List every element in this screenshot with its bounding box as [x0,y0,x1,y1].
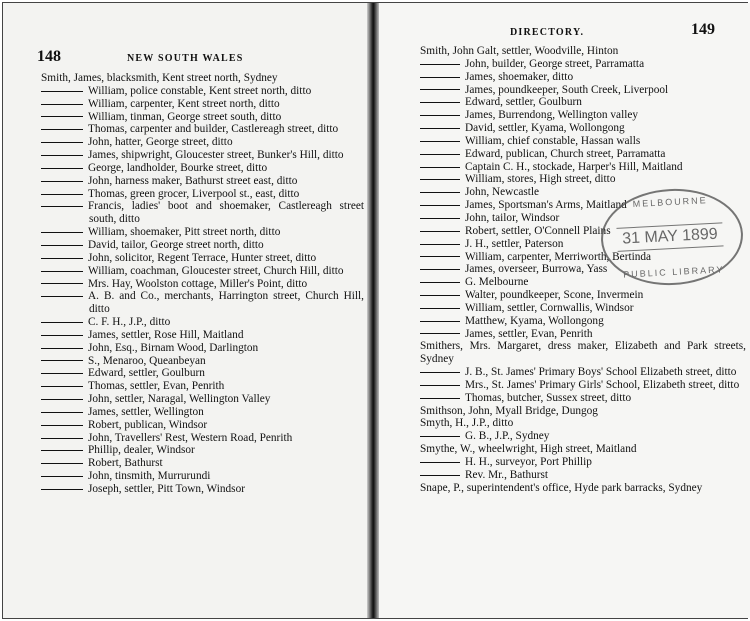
entry-text: Smythe, W., wheelwright, High street, Maitland [420,443,637,456]
directory-entry [41,123,364,136]
ditto-dash [420,269,460,270]
directory-entry [420,456,746,469]
entry-text: Robert, Bathurst [88,457,163,470]
ditto-dash [41,322,83,323]
ditto-dash [41,360,83,361]
ditto-dash [420,167,460,168]
entry-text: Francis, ladies' boot and shoemaker, Castlereagh street south, ditto [88,200,364,226]
ditto-dash [41,463,83,464]
entry-text: Snape, P., superintendent's office, Hyde park barracks, Sydney [420,481,703,494]
right-page-number: 149 [691,21,715,38]
ditto-dash [41,386,83,387]
directory-entry [41,188,364,201]
entry-text: Smithers, Mrs. Margaret, dress maker, Elizabeth and Park streets, Sydney [420,340,746,366]
ditto-dash [420,218,460,219]
ditto-dash [420,436,460,437]
entry-text: G. B., J.P., Sydney [465,430,550,443]
ditto-dash [41,181,83,182]
ditto-dash [41,373,83,374]
left-entry-list [41,72,364,496]
ditto-dash [420,205,460,206]
directory-entry [420,405,746,418]
left-running-head: NEW SOUTH WALES [127,53,244,64]
entry-text: David, tailor, George street north, ditto [88,238,264,251]
entry-text: Thomas, green grocer, Liverpool st., east, ditto [88,187,300,200]
ditto-dash [420,154,460,155]
entry-text: James, Sportsman's Arms, Maitland [465,199,627,212]
directory-entry [41,239,364,252]
stamp-bottom-text: PUBLIC LIBRARY [622,264,725,280]
entry-text: Matthew, Kyama, Wollongong [465,314,604,327]
ditto-dash [420,141,460,142]
ditto-dash [41,296,83,297]
entry-text: James, shipwright, Gloucester street, Bunker's Hill, ditto [88,149,344,162]
directory-entry [420,71,746,84]
ditto-dash [420,295,460,296]
entry-text: John, tailor, Windsor [465,211,560,224]
ditto-dash [41,412,83,413]
directory-entry [41,175,364,188]
entry-text: John, settler, Naragal, Wellington Valley [88,393,271,406]
ditto-dash [41,476,83,477]
directory-entry [41,200,364,226]
directory-entry [420,379,746,392]
directory-entry [41,265,364,278]
ditto-dash [420,256,460,257]
ditto-dash [41,399,83,400]
right-page [379,3,750,618]
entry-text: William, carpenter, Kent street north, ditto [88,97,280,110]
entry-text: James, poundkeeper, South Creek, Liverpool [465,83,669,96]
stamp-top-text: MELBOURNE [632,195,708,210]
ditto-dash [41,271,83,272]
entry-text: J. B., St. James' Primary Boys' School Elizabeth street, ditto [465,366,737,379]
directory-entry [420,173,746,186]
entry-text: David, settler, Kyama, Wollongong [465,122,625,135]
directory-entry [41,278,364,291]
directory-entry [420,148,746,161]
entry-text: C. F. H., J.P., ditto [88,316,171,329]
ditto-dash [420,385,460,386]
ditto-dash [420,115,460,116]
entry-text: John, tinsmith, Murrurundi [88,470,211,483]
ditto-dash [420,398,460,399]
entry-text: Smyth, H., J.P., ditto [420,417,514,430]
entry-text: William, chief constable, Hassan walls [465,134,641,147]
entry-text: John, solicitor, Regent Terrace, Hunter street, ditto [88,251,317,264]
directory-entry [41,419,364,432]
ditto-dash [41,129,83,130]
ditto-dash [41,194,83,195]
directory-entry [420,482,746,495]
directory-entry [41,470,364,483]
directory-entry [41,316,364,329]
entry-text: Edward, publican, Church street, Parramatta [465,147,666,160]
entry-text: William, carpenter, Merriworth, Bertinda [465,250,652,263]
ditto-dash [41,232,83,233]
entry-text: Thomas, carpenter and builder, Castlereagh street, ditto [88,123,339,136]
ditto-dash [420,333,460,334]
ditto-dash [420,475,460,476]
entry-text: William, tinman, George street south, ditto [88,110,282,123]
directory-entry [420,84,746,97]
entry-text: John, builder, George street, Parramatta [465,57,645,70]
directory-entry [420,58,746,71]
ditto-dash [41,450,83,451]
directory-entry [41,111,364,124]
entry-text: Thomas, butcher, Sussex street, ditto [465,391,632,404]
directory-entry [420,366,746,379]
entry-text: George, landholder, Bourke street, ditto [88,161,268,174]
directory-entry [420,135,746,148]
entry-text: James, overseer, Burrowa, Yass [465,263,608,276]
entry-text: Robert, publican, Windsor [88,418,208,431]
ditto-dash [420,308,460,309]
entry-text: John, Esq., Birnam Wood, Darlington [88,341,259,354]
directory-entry [420,315,746,328]
entry-text: William, police constable, Kent street north, ditto [88,84,312,97]
ditto-dash [41,438,83,439]
directory-entry [420,122,746,135]
directory-entry [41,355,364,368]
entry-text: Smith, John Galt, settler, Woodville, Hinton [420,45,619,57]
entry-text: Smith, James, blacksmith, Kent street north, Sydney [41,72,278,84]
ditto-dash [41,155,83,156]
entry-text: John, hatter, George street, ditto [88,136,233,149]
entry-text: James, shoemaker, ditto [465,70,574,83]
entry-text: James, settler, Wellington [88,405,204,418]
directory-entry [420,289,746,302]
ditto-dash [41,489,83,490]
directory-entry [420,469,746,482]
entry-text: John, harness maker, Bathurst street east, ditto [88,174,298,187]
entry-text: S., Menaroo, Queanbeyan [88,354,206,367]
directory-entry [420,443,746,456]
ditto-dash [41,258,83,259]
entry-text: H. H., surveyor, Port Phillip [465,456,592,468]
book-scan [2,2,748,619]
entry-text: John, Travellers' Rest, Western Road, Penrith [88,431,293,444]
directory-entry [41,380,364,393]
book-gutter [367,3,379,618]
entry-text: John, Newcastle [465,186,540,199]
directory-entry [420,109,746,122]
entry-text: A. B. and Co., merchants, Harrington street, Church Hill, ditto [88,290,364,316]
ditto-dash [41,168,83,169]
directory-entry [41,367,364,380]
entry-text: Captain C. H., stockade, Harper's Hill, Maitland [465,160,683,173]
entry-text: Robert, settler, O'Connell Plains [465,224,611,237]
ditto-dash [420,128,460,129]
entry-text: William, coachman, Gloucester street, Church Hill, ditto [88,264,344,277]
ditto-dash [41,283,83,284]
entry-text: Edward, settler, Goulburn [88,367,205,380]
ditto-dash [420,89,460,90]
directory-entry [420,161,746,174]
ditto-dash [420,179,460,180]
entry-text: Joseph, settler, Pitt Town, Windsor [88,483,245,495]
ditto-dash [41,206,83,207]
directory-entry [420,417,746,430]
stamp-date: 31 MAY 1899 [616,222,723,252]
directory-entry [41,149,364,162]
entry-text: Phillip, dealer, Windsor [88,444,195,457]
entry-text: James, settler, Evan, Penrith [465,327,593,340]
entry-text: Smithson, John, Myall Bridge, Dungog [420,404,598,417]
ditto-dash [420,244,460,245]
ditto-dash [41,335,83,336]
entry-text: William, settler, Cornwallis, Windsor [465,301,634,314]
entry-text: Edward, settler, Goulburn [465,96,582,109]
ditto-dash [41,425,83,426]
directory-entry [41,226,364,239]
directory-entry [420,392,746,405]
directory-entry [420,340,746,366]
directory-entry [41,457,364,470]
right-running-head: DIRECTORY. [510,27,585,38]
ditto-dash [41,142,83,143]
directory-entry [41,444,364,457]
directory-entry [420,302,746,315]
directory-entry [420,430,746,443]
ditto-dash [420,64,460,65]
directory-entry [41,483,364,496]
ditto-dash [41,348,83,349]
directory-entry [420,96,746,109]
directory-entry [41,406,364,419]
left-page [6,3,367,618]
entry-text: James, Burrendong, Wellington valley [465,109,639,122]
directory-entry [41,432,364,445]
entry-text: William, stores, High street, ditto [465,173,616,186]
directory-entry [41,329,364,342]
directory-entry [420,328,746,341]
ditto-dash [420,102,460,103]
ditto-dash [41,245,83,246]
entry-text: J. H., settler, Paterson [465,237,564,250]
directory-entry [41,98,364,111]
entry-text: Mrs., St. James' Primary Girls' School, Elizabeth street, ditto [465,378,740,391]
entry-text: Mrs. Hay, Woolston cottage, Miller's Point, ditto [88,277,308,290]
ditto-dash [420,462,460,463]
ditto-dash [41,104,83,105]
entry-text: James, settler, Rose Hill, Maitland [88,328,244,341]
directory-entry [41,290,364,316]
ditto-dash [41,91,83,92]
ditto-dash [420,372,460,373]
directory-entry [41,252,364,265]
directory-entry [41,162,364,175]
directory-entry [420,45,746,58]
directory-entry [41,85,364,98]
entry-text: Rev. Mr., Bathurst [465,468,549,481]
entry-text: Walter, poundkeeper, Scone, Invermein [465,289,644,302]
entry-text: Thomas, settler, Evan, Penrith [88,380,225,393]
entry-text: William, shoemaker, Pitt street north, ditto [88,226,281,239]
ditto-dash [420,321,460,322]
directory-entry [41,72,364,85]
library-stamp [599,185,746,288]
ditto-dash [420,192,460,193]
ditto-dash [420,282,460,283]
directory-entry [41,136,364,149]
directory-entry [41,393,364,406]
left-page-number: 148 [37,48,61,65]
entry-text: G. Melbourne [465,276,529,289]
ditto-dash [420,231,460,232]
ditto-dash [41,116,83,117]
directory-entry [41,342,364,355]
ditto-dash [420,77,460,78]
